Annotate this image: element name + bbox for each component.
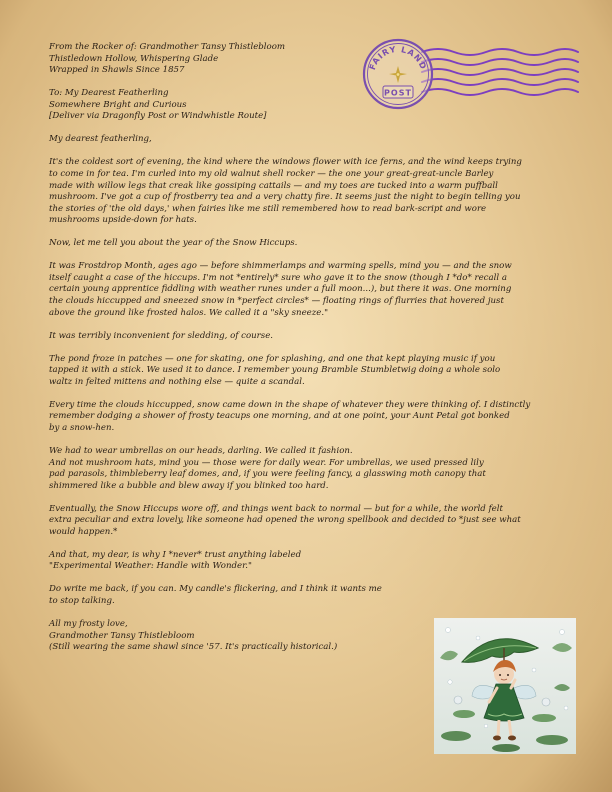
paragraph-line: certain young apprentice fiddling with weather runes under a full moon...), but there it was. One morning xyxy=(49,284,512,295)
paragraph-line: "Experimental Weather: Handle with Wonder." xyxy=(49,561,252,572)
paragraph xyxy=(49,504,569,539)
closing-line: Grandmother Tansy Thistlebloom xyxy=(49,630,195,641)
sender-line: From the Rocker of: Grandmother Tansy Thistlebloom xyxy=(49,42,286,52)
paragraph-line: We had to wear umbrellas on our heads, darling. We called it fashion. xyxy=(49,445,353,456)
paragraph-line: to come in for tea. I'm curled into my old walnut shell rocker — the one your great-great-uncle Barley xyxy=(49,168,494,179)
paragraph-line: made with willow legs that creak like gossiping cattails — and my toes are tucked into a warm puffball xyxy=(49,180,498,191)
paragraph-line: mushrooms upside-down for hats. xyxy=(49,215,197,226)
paragraph-line: waltz in felted mittens and nothing else — quite a scandal. xyxy=(49,376,305,387)
recipient-line: To: My Dearest Featherling xyxy=(49,88,169,99)
recipient-line: [Deliver via Dragonfly Post or Windwhistle Route] xyxy=(49,111,267,122)
closing-line: (Still wearing the same shawl since '57. It's practically historical.) xyxy=(49,642,338,653)
paragraph-line: It was terribly inconvenient for sledding, of course. xyxy=(49,330,274,341)
closing-line: All my frosty love, xyxy=(49,619,128,630)
paragraph xyxy=(49,261,569,319)
paragraph-line: It's the coldest sort of evening, the kind where the windows flower with ice ferns, and the wind keeps trying xyxy=(49,157,522,168)
paragraph-line: itself caught a case of the hiccups. I'm not *entirely* sure who gave it to the snow (though I *do* recall a xyxy=(49,272,507,283)
fairy-land-post-stamp xyxy=(362,38,434,110)
paragraph-line: Every time the clouds hiccupped, snow came down in the shape of whatever they were thinking of. I distinctly xyxy=(49,399,531,410)
paragraph-line: Eventually, the Snow Hiccups wore off, and things went back to normal — but for a while, the world felt xyxy=(49,503,503,514)
recipient-line: Somewhere Bright and Curious xyxy=(49,99,187,110)
paragraph xyxy=(49,354,569,389)
paragraph-line: shimmered like a bubble and blew away if you blinked too hard. xyxy=(49,480,329,491)
letter-body xyxy=(49,42,569,654)
paragraph-line: The pond froze in patches — one for skating, one for splashing, and one that kept playing music if you xyxy=(49,353,496,364)
sender-line: Wrapped in Shawls Since 1857 xyxy=(49,65,185,76)
stamp-top-text: FAIRY LAND xyxy=(366,43,430,72)
paragraph xyxy=(49,400,569,435)
paragraph xyxy=(49,331,569,343)
paragraph xyxy=(49,238,569,250)
paragraph xyxy=(49,446,569,492)
paragraph-line: the clouds hiccupped and sneezed snow in *perfect circles* — floating rings of flurries that hovered just xyxy=(49,296,504,307)
paragraph-line: And that, my dear, is why I *never* trust anything labeled xyxy=(49,549,302,560)
paragraph-line: by a snow-hen. xyxy=(49,422,115,433)
paragraph-line: Now, let me tell you about the year of the Snow Hiccups. xyxy=(49,238,298,249)
paragraph-line: above the ground like frosted halos. We called it a "sky sneeze." xyxy=(49,307,329,318)
paragraph-line: Do write me back, if you can. My candle's flickering, and I think it wants me xyxy=(49,584,382,595)
paragraph-line: It was Frostdrop Month, ages ago — before shimmerlamps and warming spells, mind you — and the snow xyxy=(49,261,512,272)
paragraph-line: tapped it with a stick. We used it to dance. I remember young Bramble Stumbletwig doing a whole solo xyxy=(49,365,501,376)
paragraph-line: mushroom. I've got a cup of frostberry tea and a very chatty fire. It seems just the night to begin telling you xyxy=(49,192,521,203)
fairy-illustration xyxy=(434,618,576,754)
greeting: My dearest featherling, xyxy=(49,134,152,145)
paragraph xyxy=(49,157,569,227)
paragraph xyxy=(49,550,569,573)
sender-line: Thistledown Hollow, Whispering Glade xyxy=(49,53,219,64)
paragraph-line: extra peculiar and extra lovely, like someone had opened the wrong spellbook and decided to *just see what xyxy=(49,515,521,526)
fairy-with-leaf-umbrella-icon xyxy=(434,618,576,754)
paragraph-line: the stories of 'the old days,' when fairies like me still remembered how to read bark-script and wore xyxy=(49,203,487,214)
paragraph-line: remember dodging a shower of frosty teacups one morning, and at one point, your Aunt Petal got bonked xyxy=(49,411,510,422)
stamp-bottom-text: POST xyxy=(384,88,412,98)
paragraph-line: And not mushroom hats, mind you — those were for daily wear. For umbrellas, we used pressed lily xyxy=(49,457,484,468)
paragraph-line: would happen.* xyxy=(49,526,118,537)
paragraph xyxy=(49,584,569,607)
paragraph-line: to stop talking. xyxy=(49,596,115,607)
postmark-cancel-lines xyxy=(420,46,580,98)
paragraph-line: pad parasols, thimbleberry leaf domes, and, if you were feeling fancy, a glasswing moth canopy that xyxy=(49,469,486,480)
